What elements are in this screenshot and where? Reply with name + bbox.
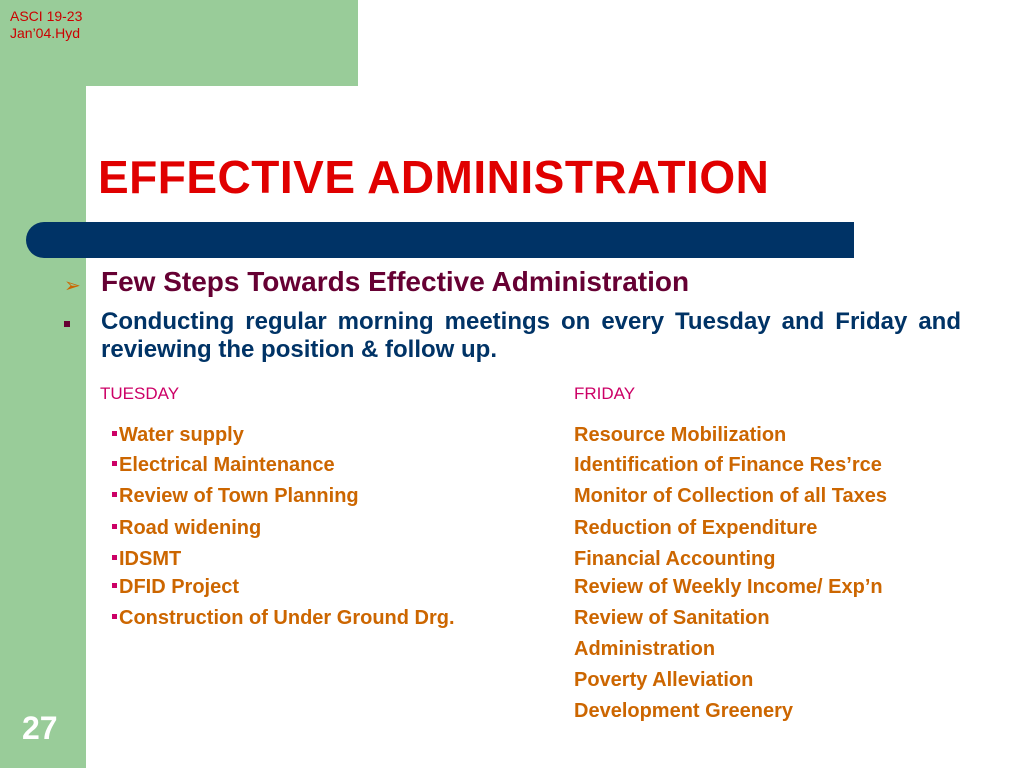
left-green-strip — [0, 0, 86, 768]
list-item-label: DFID Project — [119, 576, 240, 598]
list-item: Review of Weekly Income/ Exp’n — [574, 576, 883, 598]
list-item-label: Road widening — [119, 517, 262, 539]
list-item — [112, 576, 239, 599]
square-bullet-icon — [112, 614, 117, 619]
list-item: Development Greenery — [574, 700, 793, 722]
list-item — [112, 424, 244, 447]
reference-line-2: Jan’04.Hyd — [10, 25, 81, 41]
list-item: Reduction of Expenditure — [574, 517, 818, 539]
slide-subtitle: Few Steps Towards Effective Administration — [101, 266, 690, 297]
square-bullet-icon — [112, 461, 117, 466]
list-item: Financial Accounting — [574, 548, 776, 570]
slide-title: EFFECTIVE ADMINISTRATION — [98, 151, 770, 203]
list-item — [112, 517, 261, 540]
slide-reference — [10, 8, 82, 42]
list-item-label: Electrical Maintenance — [119, 454, 335, 476]
list-item-label: Review of Town Planning — [119, 485, 359, 507]
arrow-bullet-icon: ➢ — [64, 275, 81, 297]
list-item: Monitor of Collection of all Taxes — [574, 485, 887, 507]
list-item: Administration — [574, 638, 716, 660]
square-bullet-icon — [112, 431, 117, 436]
title-divider-bar — [26, 222, 854, 258]
list-item — [112, 454, 335, 477]
list-item-label: Construction of Under Ground Drg. — [119, 607, 455, 629]
reference-line-1: ASCI 19-23 — [10, 8, 83, 24]
tuesday-heading: TUESDAY — [100, 384, 180, 403]
square-bullet-icon — [112, 524, 117, 529]
list-item-label: IDSMT — [119, 548, 182, 570]
list-item-label: Water supply — [119, 424, 244, 446]
list-item: Resource Mobilization — [574, 424, 787, 446]
list-item: Identification of Finance Res’rce — [574, 454, 882, 476]
list-item — [112, 548, 181, 571]
square-bullet-icon — [112, 492, 117, 497]
friday-heading: FRIDAY — [574, 384, 636, 403]
square-bullet-icon — [64, 321, 70, 327]
list-item — [112, 607, 455, 630]
square-bullet-icon — [112, 555, 117, 560]
list-item — [112, 485, 359, 508]
slide-description: Conducting regular morning meetings on every Tuesday and Friday and reviewing the position & follow up. — [101, 308, 961, 363]
list-item: Review of Sanitation — [574, 607, 770, 629]
list-item: Poverty Alleviation — [574, 669, 754, 691]
page-number: 27 — [22, 710, 58, 746]
square-bullet-icon — [112, 583, 117, 588]
